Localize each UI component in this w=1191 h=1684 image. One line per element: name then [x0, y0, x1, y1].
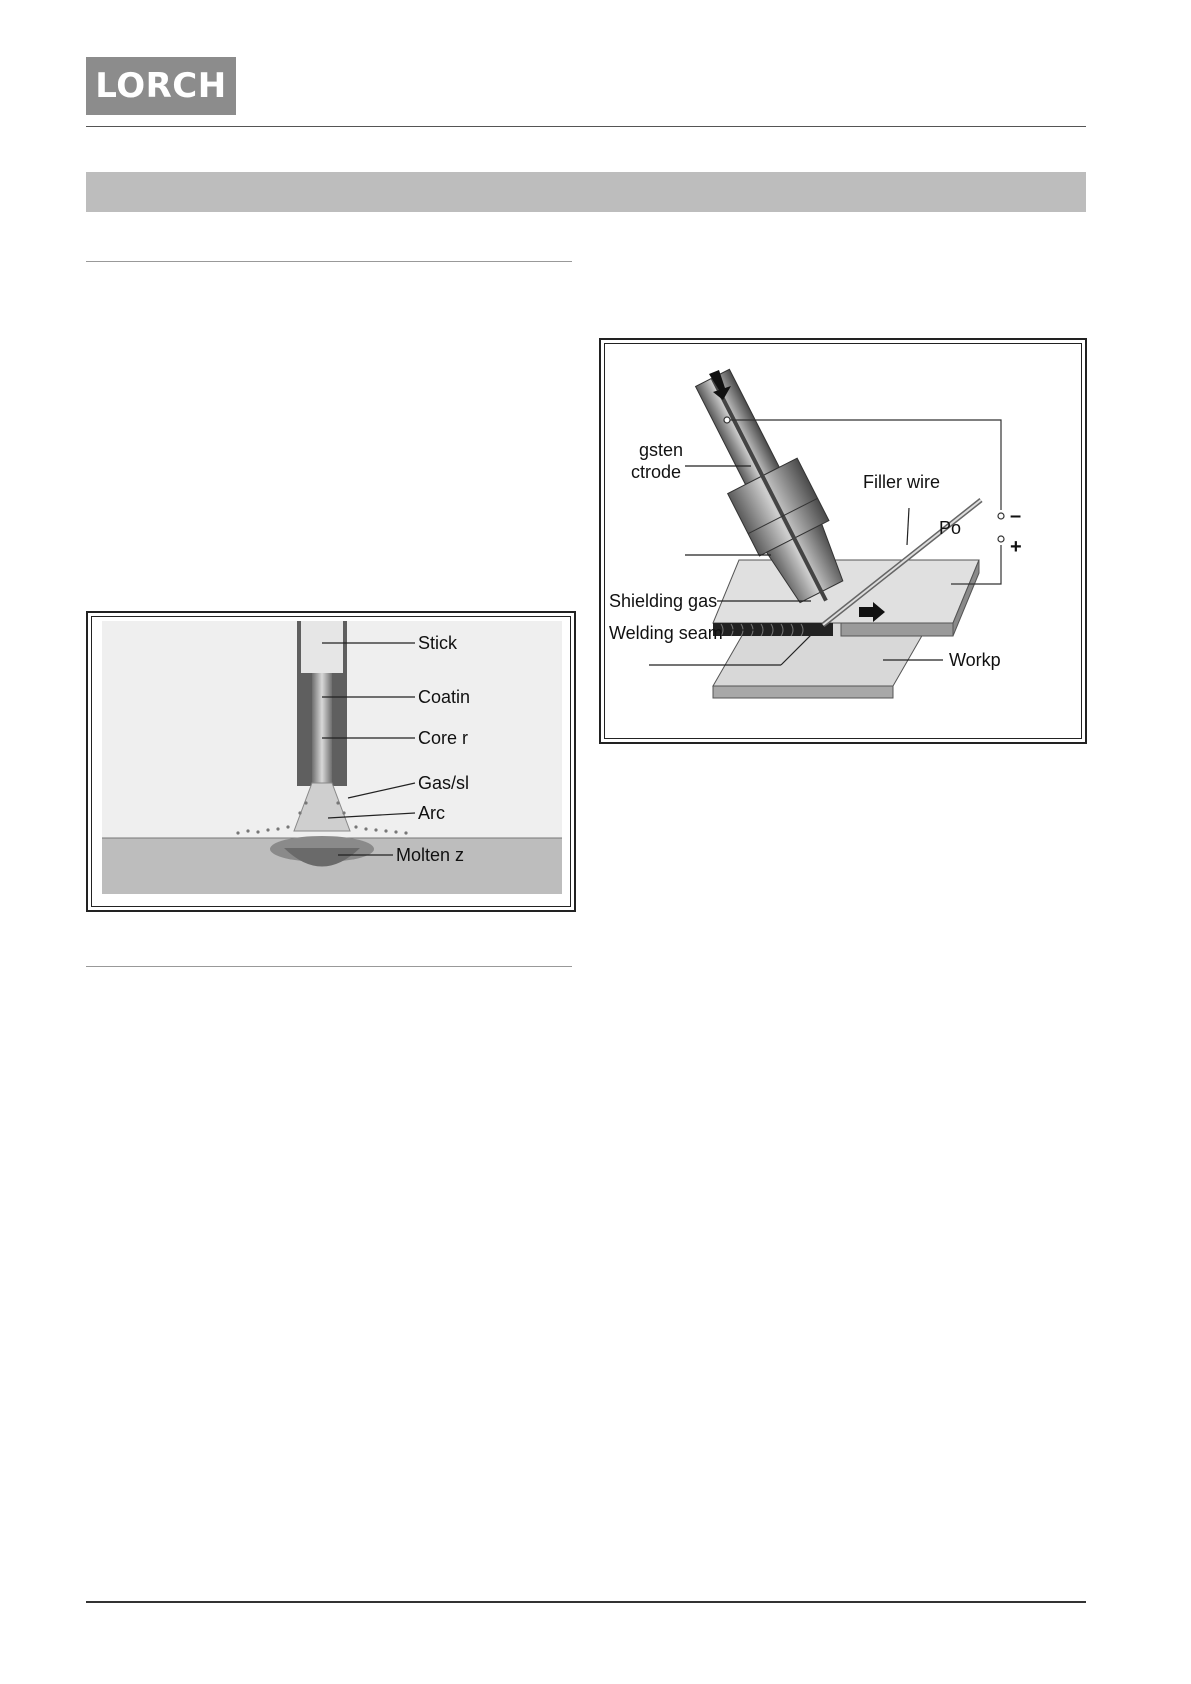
minus-terminal-label: –: [1010, 505, 1022, 527]
left-section-rule-bottom: [86, 966, 572, 967]
tungsten-label-line2: ctrode: [631, 462, 682, 482]
shielding-gas-label: Shielding gas: [609, 591, 718, 611]
header-rule: [86, 126, 1086, 127]
welding-seam-label: Welding seam: [609, 623, 723, 643]
tig-welding-figure: [599, 338, 1087, 744]
stick-welding-diagram: [88, 613, 574, 910]
gas-slag-label: Gas/sl: [418, 773, 470, 793]
molten-label: Molten z: [396, 845, 465, 865]
stick-label: Stick: [418, 633, 458, 653]
left-section-rule-top: [86, 261, 572, 262]
footer-rule: [86, 1601, 1086, 1603]
arc-label: Arc: [418, 803, 445, 823]
plus-terminal-label: +: [1010, 536, 1022, 558]
section-heading-band: [86, 172, 1086, 212]
tig-welding-diagram: [601, 340, 1085, 742]
core-label: Core r: [418, 728, 469, 748]
lorch-logo: LORCH: [86, 57, 236, 115]
workpiece-label: Workp: [949, 650, 1001, 670]
stick-welding-figure: [86, 611, 576, 912]
coating-label: Coatin: [418, 687, 471, 707]
tungsten-label-line1: gsten: [639, 440, 684, 460]
pole-label: Po: [939, 518, 962, 538]
filler-wire-label: Filler wire: [863, 472, 941, 492]
